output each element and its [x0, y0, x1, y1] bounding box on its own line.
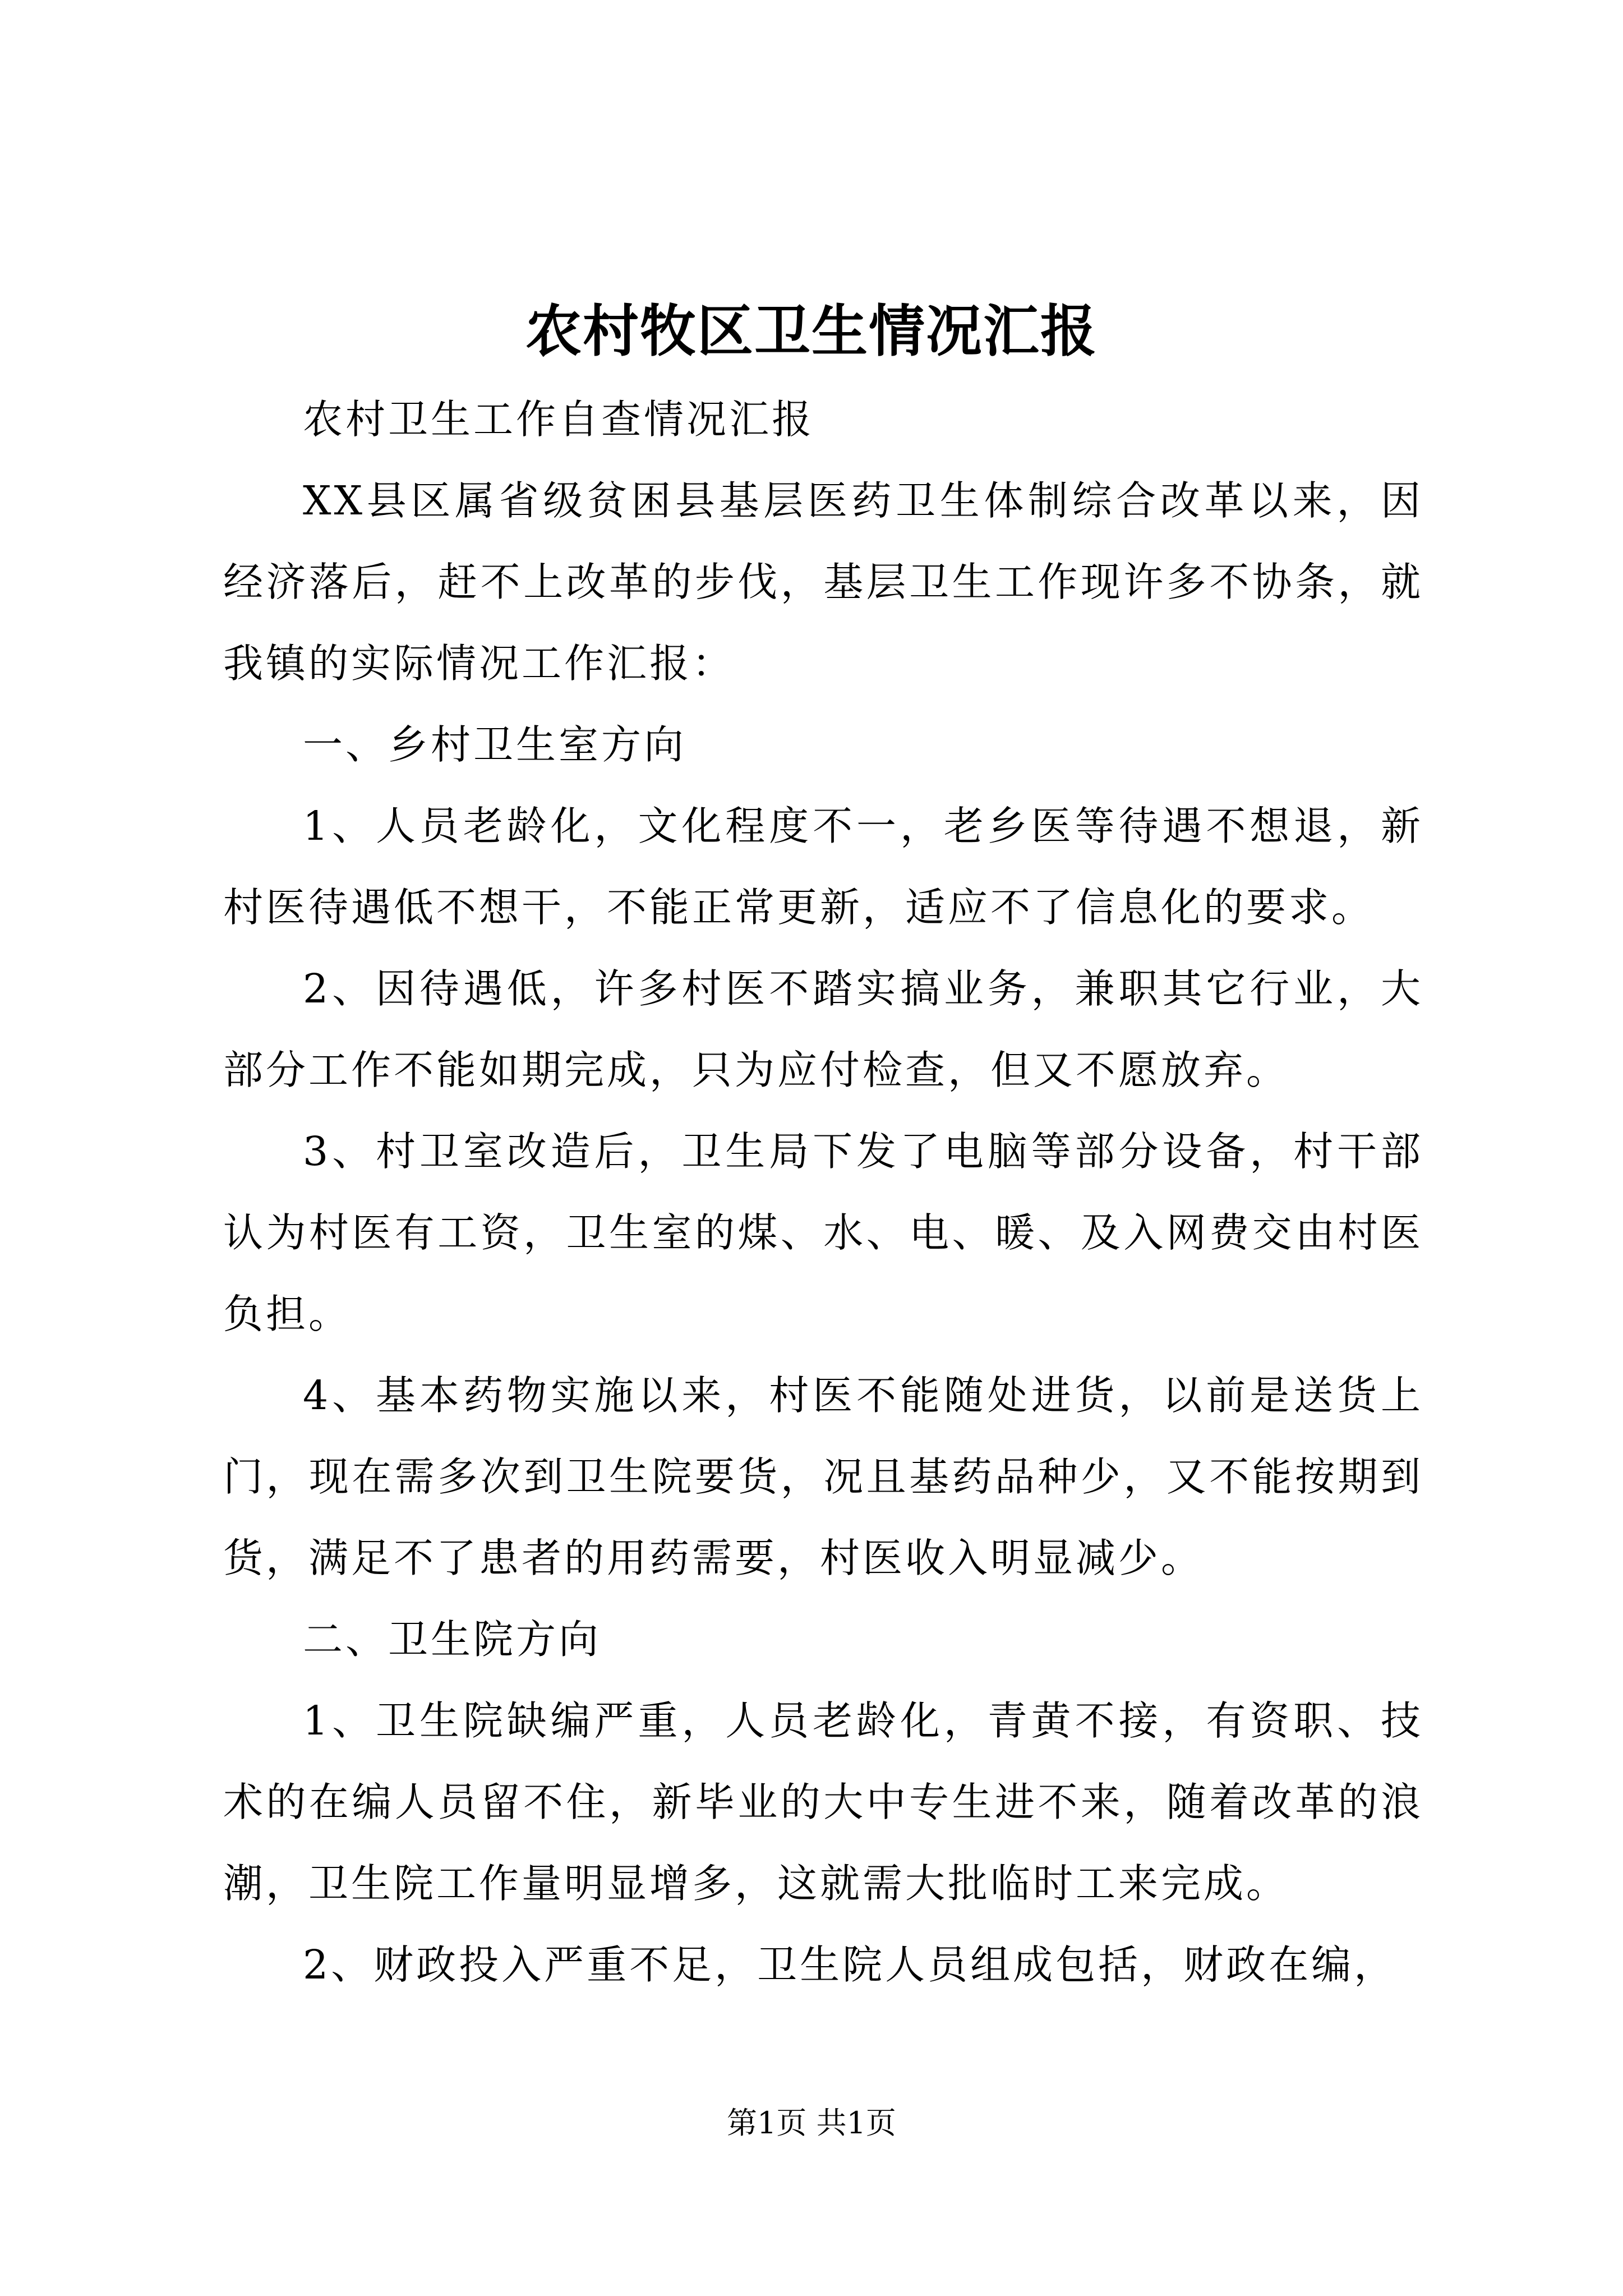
village-clinic-item-4: 4、基本药物实施以来，村医不能随处进货，以前是送货上门，现在需多次到卫生院要货，况且基药品种少，又不能按期到货，满足不了患者的用药需要，村医收入明显减少。	[223, 1372, 1423, 1581]
village-clinic-item-2: 2、因待遇低，许多村医不踏实搞业务，兼职其它行业，大部分工作不能如期完成，只为应付检查，但又不愿放弃。	[223, 965, 1423, 1093]
village-clinic-item-1: 1、人员老龄化，文化程度不一，老乡医等待遇不想退，新村医待遇低不想干，不能正常更新，适应不了信息化的要求。	[223, 803, 1423, 931]
document-body	[223, 379, 1423, 2005]
section-heading-health-center: 二、卫生院方向	[303, 1616, 602, 1663]
document-title: 农村牧区卫生情况汇报	[525, 298, 1098, 364]
intro-paragraph: XX县区属省级贫困县基层医药卫生体制综合改革以来，因经济落后，赶不上改革的步伐，基层卫生工作现许多不协条，就我镇的实际情况工作汇报：	[223, 477, 1423, 687]
page-footer: 第1页 共1页	[727, 2105, 896, 2141]
subtitle-paragraph: 农村卫生工作自查情况汇报	[303, 396, 815, 443]
health-center-item-1: 1、卫生院缺编严重，人员老龄化，青黄不接，有资职、技术的在编人员留不住，新毕业的大中专生进不来，随着改革的浪潮，卫生院工作量明显增多，这就需大批临时工来完成。	[223, 1697, 1423, 1907]
section-heading-village-clinic: 一、乡村卫生室方向	[303, 721, 687, 768]
health-center-item-2: 2、财政投入严重不足，卫生院人员组成包括，财政在编，	[303, 1941, 1397, 1988]
village-clinic-item-3: 3、村卫室改造后，卫生局下发了电脑等部分设备，村干部认为村医有工资，卫生室的煤、水、电、暖、及入网费交由村医负担。	[223, 1128, 1423, 1337]
